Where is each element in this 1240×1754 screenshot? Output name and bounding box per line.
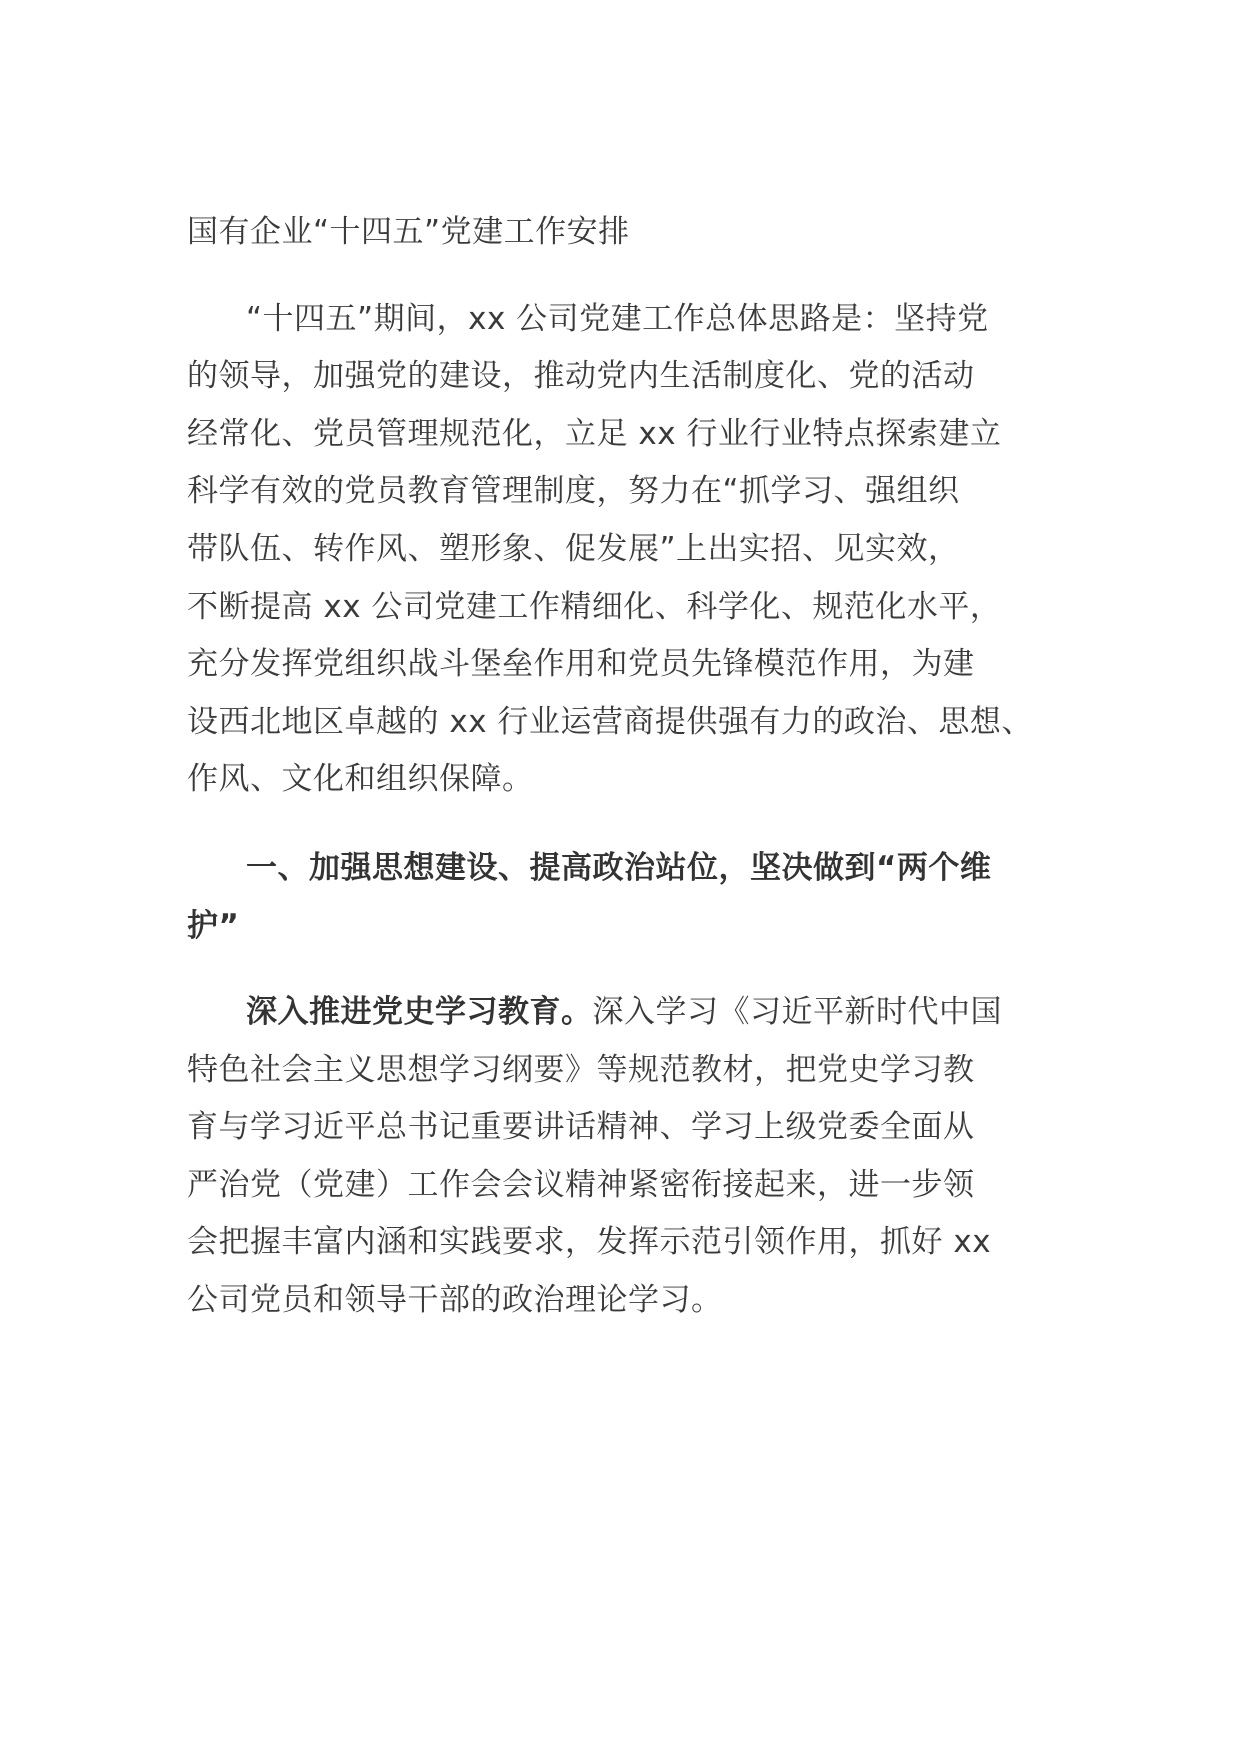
paragraph-line xyxy=(246,992,1002,1032)
paragraph-line: 带队伍、转作风、塑形象、促发展”上出实招、见实效， xyxy=(187,531,960,567)
heading-line: 一、加强思想建设、提高政治站位，坚决做到“两个维 xyxy=(246,850,992,886)
heading-line: 护” xyxy=(187,908,240,944)
paragraph-line: 设西北地区卓越的 xx 行业运营商提供强有力的政治、思想、 xyxy=(187,704,1033,740)
document-title: 国有企业“十四五”党建工作安排 xyxy=(187,214,630,250)
paragraph-line: 充分发挥党组织战斗堡垒作用和党员先锋模范作用，为建 xyxy=(187,646,975,682)
paragraph-text: 深入学习《习近平新时代中国 xyxy=(592,994,1002,1030)
paragraph-line: 不断提高 xx 公司党建工作精细化、科学化、规范化水平， xyxy=(187,589,1002,625)
paragraph-line: 科学有效的党员教育管理制度，努力在“抓学习、强组织 xyxy=(187,473,960,509)
paragraph-line: 会把握丰富内涵和实践要求，发挥示范引领作用，抓好 xx xyxy=(187,1224,992,1260)
paragraph-line: 作风、文化和组织保障。 xyxy=(187,761,534,797)
paragraph-line: 公司党员和领导干部的政治理论学习。 xyxy=(187,1282,723,1318)
paragraph-line: 严治党（党建）工作会会议精神紧密衔接起来，进一步领 xyxy=(187,1167,975,1203)
paragraph-line: 的领导，加强党的建设，推动党内生活制度化、党的活动 xyxy=(187,358,975,394)
paragraph-line: 育与学习近平总书记重要讲话精神、学习上级党委全面从 xyxy=(187,1109,975,1145)
paragraph-lead: 深入推进党史学习教育。 xyxy=(246,994,593,1030)
paragraph-line: “十四五”期间，xx 公司党建工作总体思路是：坚持党 xyxy=(246,301,989,337)
paragraph-line: 经常化、党员管理规范化，立足 xx 行业行业特点探索建立 xyxy=(187,416,1002,452)
paragraph-line: 特色社会主义思想学习纲要》等规范教材，把党史学习教 xyxy=(187,1052,975,1088)
